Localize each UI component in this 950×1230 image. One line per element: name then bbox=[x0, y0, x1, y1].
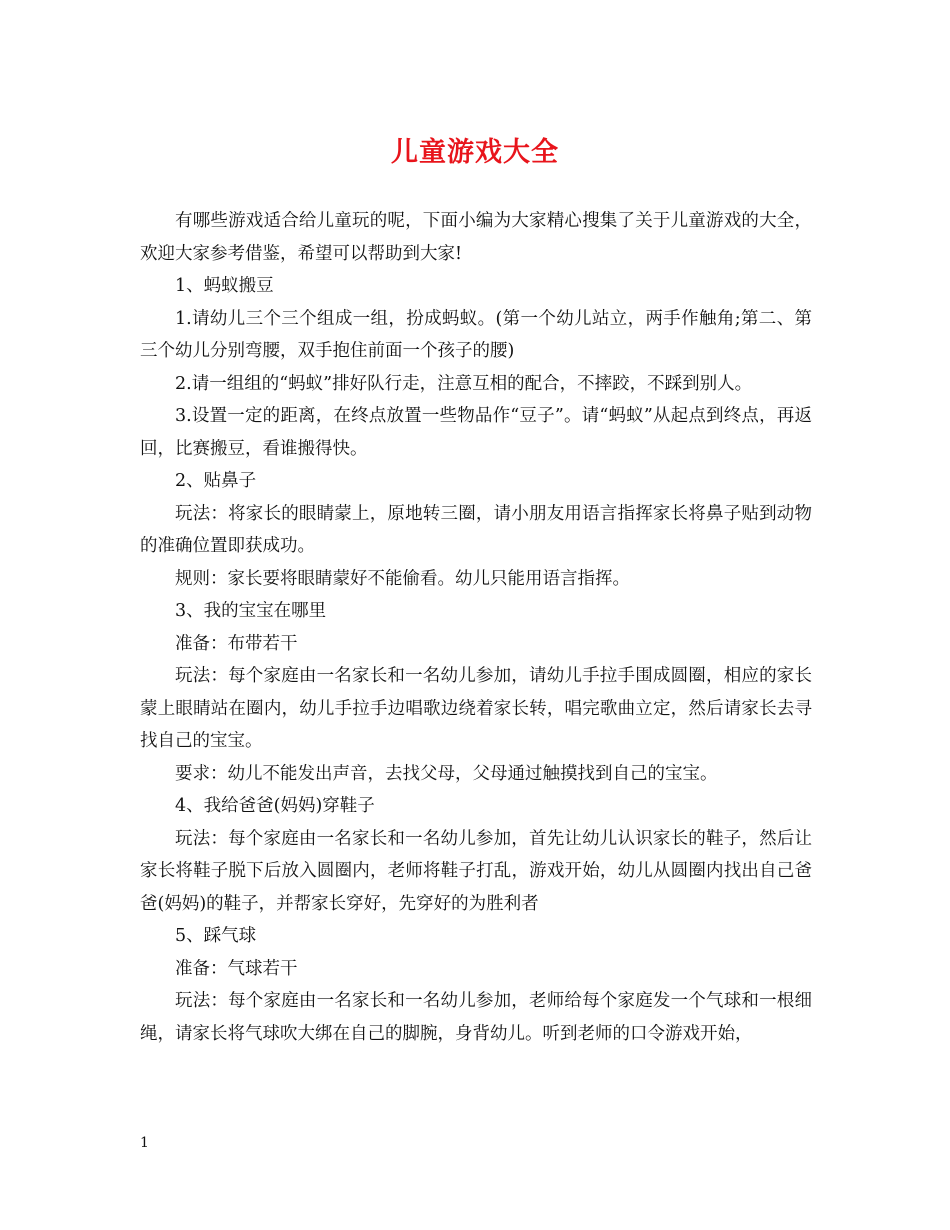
paragraph: 玩法：每个家庭由一名家长和一名幼儿参加，老师给每个家庭发一个气球和一根细绳，请家长将气球吹大绑在自己的脚腕，身背幼儿。听到老师的口令游戏开始， bbox=[140, 991, 812, 1044]
section-heading: 4、我给爸爸(妈妈)穿鞋子 bbox=[175, 796, 375, 816]
document-body bbox=[140, 205, 812, 1050]
paragraph: 玩法：将家长的眼睛蒙上，原地转三圈，请小朋友用语言指挥家长将鼻子贴到动物的准确位置即获成功。 bbox=[140, 503, 812, 556]
paragraph: 准备：布带若干 bbox=[175, 633, 298, 654]
section-heading: 3、我的宝宝在哪里 bbox=[175, 601, 327, 621]
intro-paragraph: 有哪些游戏适合给儿童玩的呢，下面小编为大家精心搜集了关于儿童游戏的大全，欢迎大家参考借鉴，希望可以帮助到大家! bbox=[140, 211, 812, 264]
paragraph: 玩法：每个家庭由一名家长和一名幼儿参加，请幼儿手拉手围成圆圈，相应的家长蒙上眼睛站在圈内，幼儿手拉手边唱歌边绕着家长转，唱完歌曲立定，然后请家长去寻找自己的宝宝。 bbox=[140, 666, 812, 751]
section-heading: 2、贴鼻子 bbox=[175, 471, 257, 491]
section-heading: 5、踩气球 bbox=[175, 926, 257, 946]
paragraph: 3.设置一定的距离，在终点放置一些物品作“豆子”。请“蚂蚁”从起点到终点，再返回，比赛搬豆，看谁搬得快。 bbox=[140, 406, 812, 459]
page-number: 1 bbox=[140, 1135, 149, 1151]
paragraph: 要求：幼儿不能发出声音，去找父母，父母通过触摸找到自己的宝宝。 bbox=[175, 763, 718, 784]
document-title: 儿童游戏大全 bbox=[391, 137, 559, 168]
section-heading: 1、蚂蚁搬豆 bbox=[175, 276, 274, 296]
paragraph: 2.请一组组的“蚂蚁”排好队行走，注意互相的配合，不摔跤，不踩到别人。 bbox=[175, 373, 753, 394]
paragraph: 玩法：每个家庭由一名家长和一名幼儿参加，首先让幼儿认识家长的鞋子，然后让家长将鞋子脱下后放入圆圈内，老师将鞋子打乱，游戏开始，幼儿从圆圈内找出自己爸爸(妈妈)的鞋子，并帮家长穿好，先穿好的为胜利者 bbox=[140, 828, 812, 914]
paragraph: 准备：气球若干 bbox=[175, 958, 298, 979]
paragraph: 1.请幼儿三个三个组成一组，扮成蚂蚁。(第一个幼儿站立，两手作触角;第二、第三个幼儿分别弯腰，双手抱住前面一个孩子的腰) bbox=[140, 308, 812, 361]
paragraph: 规则：家长要将眼睛蒙好不能偷看。幼儿只能用语言指挥。 bbox=[175, 568, 630, 589]
